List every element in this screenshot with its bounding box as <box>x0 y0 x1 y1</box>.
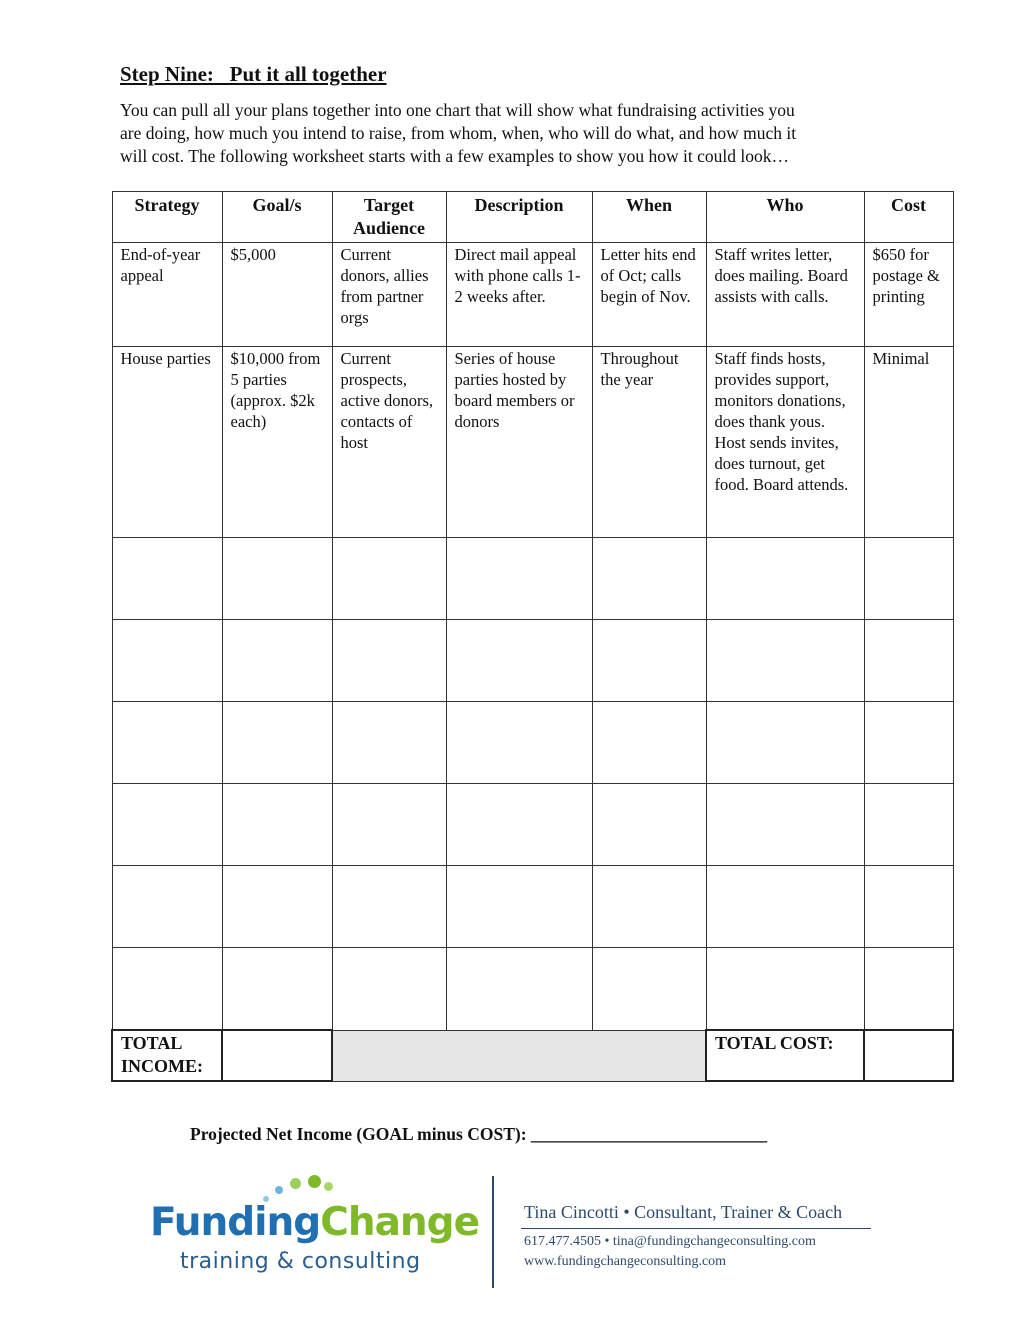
contact-phone-email[interactable]: 617.477.4505 • tina@fundingchangeconsulting.com <box>524 1234 816 1249</box>
intro-line: are doing, how much you intend to raise, from whom, when, who will do what, and how much it <box>120 123 797 143</box>
blank-cell[interactable] <box>332 538 446 620</box>
blank-cell[interactable] <box>332 784 446 866</box>
blank-cell[interactable] <box>222 784 332 866</box>
cell-who: Staff writes letter, does mailing. Board assists with calls. <box>706 243 864 347</box>
intro-line: You can pull all your plans together into one chart that will show what fundraising activities you <box>120 100 795 120</box>
blank-cell[interactable] <box>592 948 706 1031</box>
blank-cell[interactable] <box>112 538 222 620</box>
blank-cell[interactable] <box>706 620 864 702</box>
cell-strategy: End-of-year appeal <box>112 243 222 347</box>
cell-cost: Minimal <box>864 347 953 538</box>
blank-cell[interactable] <box>112 948 222 1031</box>
brand-change: Change <box>320 1200 480 1245</box>
totals-row <box>112 1030 953 1081</box>
cell-description: Series of house parties hosted by board members or donors <box>446 347 592 538</box>
footer-branding <box>148 1172 873 1290</box>
cell-when: Throughout the year <box>592 347 706 538</box>
blank-cell[interactable] <box>332 620 446 702</box>
cell-strategy: House parties <box>112 347 222 538</box>
blank-cell[interactable] <box>446 948 592 1031</box>
blank-cell[interactable] <box>222 702 332 784</box>
contact-website[interactable]: www.fundingchangeconsulting.com <box>524 1254 727 1269</box>
blank-cell[interactable] <box>332 948 446 1031</box>
blank-row <box>112 702 953 784</box>
blank-cell[interactable] <box>112 784 222 866</box>
blank-row <box>112 866 953 948</box>
total-income-field[interactable] <box>222 1030 332 1081</box>
blank-cell[interactable] <box>864 948 953 1031</box>
bubble-dot <box>290 1178 301 1189</box>
blank-cell[interactable] <box>446 702 592 784</box>
cell-who: Staff finds hosts, provides support, monitors donations, does thank yous. Host sends invites, does turnout, get food. Board attends. <box>706 347 864 538</box>
blank-cell[interactable] <box>112 866 222 948</box>
blank-cell[interactable] <box>446 620 592 702</box>
blank-cell[interactable] <box>592 538 706 620</box>
fundraising-worksheet-table <box>111 191 954 1082</box>
blank-cell[interactable] <box>112 702 222 784</box>
brand-tagline: training & consulting <box>180 1249 421 1274</box>
table-row <box>112 347 953 538</box>
blank-row <box>112 948 953 1031</box>
total-cost-field[interactable] <box>864 1030 953 1081</box>
blank-cell[interactable] <box>446 538 592 620</box>
blank-cell[interactable] <box>864 784 953 866</box>
blank-cell[interactable] <box>864 538 953 620</box>
blank-cell[interactable] <box>706 866 864 948</box>
contact-name: Tina Cincotti • Consultant, Trainer & Coach <box>524 1202 843 1222</box>
blank-cell[interactable] <box>446 866 592 948</box>
page-title: Step Nine: Put it all together <box>120 62 387 86</box>
cell-description: Direct mail appeal with phone calls 1-2 weeks after. <box>446 243 592 347</box>
blank-cell[interactable] <box>332 702 446 784</box>
total-income-label: TOTAL INCOME: <box>112 1030 222 1081</box>
header-cost: Cost <box>864 192 953 243</box>
table-row <box>112 243 953 347</box>
blank-cell[interactable] <box>592 784 706 866</box>
brand-funding: Funding <box>150 1200 321 1245</box>
header-target-audience: Target Audience <box>332 192 446 243</box>
header-goals: Goal/s <box>222 192 332 243</box>
blank-cell[interactable] <box>592 866 706 948</box>
header-strategy: Strategy <box>112 192 222 243</box>
total-cost-label: TOTAL COST: <box>706 1030 864 1081</box>
cell-goals: $10,000 from 5 parties (approx. $2k each) <box>222 347 332 538</box>
blank-cell[interactable] <box>446 784 592 866</box>
bubble-dot <box>308 1175 321 1188</box>
blank-cell[interactable] <box>592 620 706 702</box>
header-when: When <box>592 192 706 243</box>
header-who: Who <box>706 192 864 243</box>
blank-row <box>112 784 953 866</box>
header-description: Description <box>446 192 592 243</box>
cell-target-audience: Current prospects, active donors, contacts of host <box>332 347 446 538</box>
blank-cell[interactable] <box>706 538 864 620</box>
blank-row <box>112 620 953 702</box>
net-income-line: Projected Net Income (GOAL minus COST): ___________________________ <box>190 1124 768 1144</box>
blank-cell[interactable] <box>332 866 446 948</box>
contact-rule <box>521 1228 871 1229</box>
cell-when: Letter hits end of Oct; calls begin of Nov. <box>592 243 706 347</box>
blank-cell[interactable] <box>864 620 953 702</box>
blank-cell[interactable] <box>864 702 953 784</box>
brand-wordmark <box>150 1200 479 1245</box>
cell-target-audience: Current donors, allies from partner orgs <box>332 243 446 347</box>
blank-cell[interactable] <box>222 948 332 1031</box>
blank-cell[interactable] <box>222 538 332 620</box>
blank-cell[interactable] <box>706 702 864 784</box>
blank-cell[interactable] <box>864 866 953 948</box>
blank-cell[interactable] <box>706 784 864 866</box>
blank-cell[interactable] <box>706 948 864 1031</box>
footer-divider <box>492 1176 494 1288</box>
intro-paragraph <box>120 99 920 168</box>
blank-cell[interactable] <box>592 702 706 784</box>
cell-goals: $5,000 <box>222 243 332 347</box>
blank-cell[interactable] <box>112 620 222 702</box>
intro-line: will cost. The following worksheet starts with a few examples to show you how it could look… <box>120 146 789 166</box>
cell-cost: $650 for postage & printing <box>864 243 953 347</box>
blank-row <box>112 538 953 620</box>
blank-cell[interactable] <box>222 620 332 702</box>
table-header-row <box>112 192 953 243</box>
blank-cell[interactable] <box>222 866 332 948</box>
bubble-dot <box>324 1182 333 1191</box>
shaded-spacer <box>332 1030 706 1081</box>
bubble-dot <box>275 1186 283 1194</box>
